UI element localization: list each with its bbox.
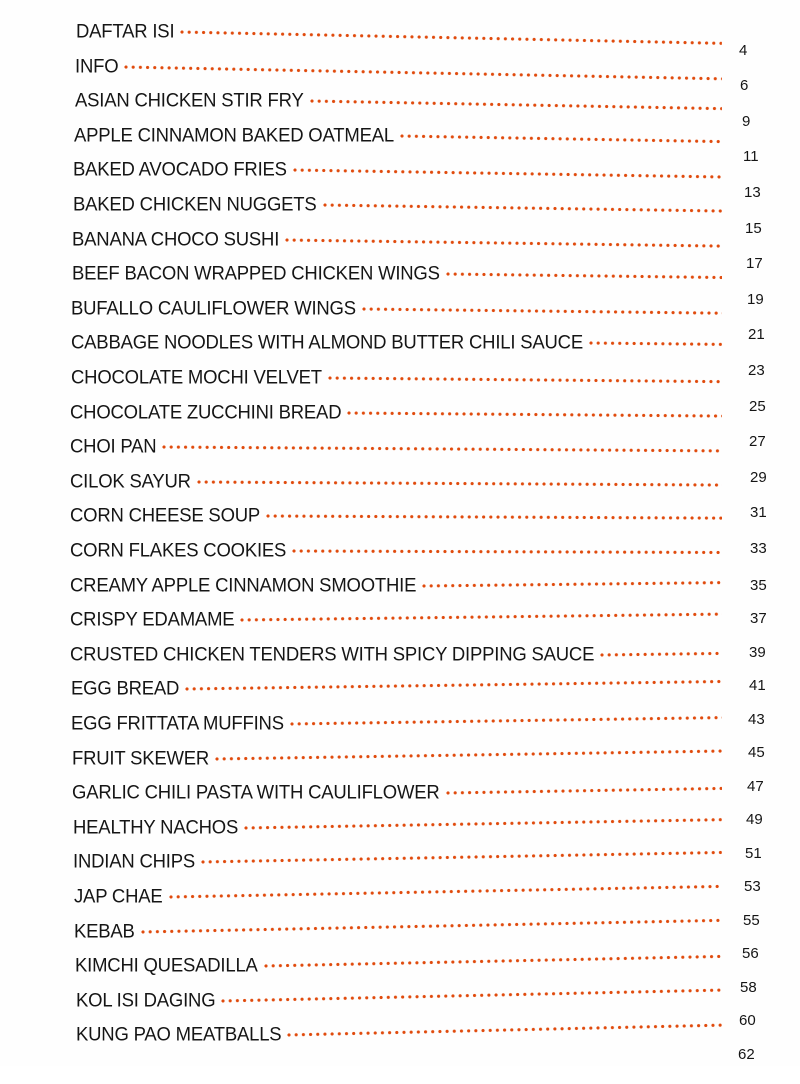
toc-entry-title: CRISPY EDAMAME <box>70 607 235 630</box>
toc-entry-title: KOL ISI DAGING <box>76 988 216 1011</box>
toc-page-number: 29 <box>750 468 767 486</box>
dot-leader <box>293 168 722 179</box>
toc-entry[interactable] <box>0 743 800 773</box>
dot-leader <box>180 30 722 45</box>
dot-leader <box>589 341 722 346</box>
toc-entry-title: KEBAB <box>74 919 135 942</box>
toc-page-number: 9 <box>742 112 751 130</box>
toc-page-number: 21 <box>748 326 765 344</box>
toc-entry[interactable] <box>0 397 800 427</box>
dot-leader <box>323 203 722 213</box>
toc-page-number: 39 <box>749 643 766 661</box>
toc-entry[interactable] <box>0 1046 800 1084</box>
dot-leader <box>201 851 722 865</box>
dot-leader <box>266 514 722 520</box>
toc-page-number: 56 <box>742 945 759 963</box>
dot-leader <box>141 918 722 934</box>
toc-page-number: 51 <box>745 844 762 862</box>
toc-page-number: 33 <box>750 540 767 557</box>
toc-entry-title: CORN CHEESE SOUP <box>70 503 261 526</box>
toc-page-number: 17 <box>746 255 763 273</box>
dot-leader <box>215 749 722 761</box>
dot-leader <box>347 411 722 418</box>
toc-entry[interactable] <box>0 327 800 357</box>
toc-entry[interactable] <box>0 911 800 946</box>
dot-leader <box>362 307 722 315</box>
toc-entry-title: INFO <box>75 54 119 77</box>
toc-entry[interactable] <box>0 945 800 980</box>
toc-page-number: 62 <box>738 1046 755 1063</box>
dot-leader <box>600 651 722 657</box>
dot-leader <box>422 580 722 587</box>
toc-entry[interactable] <box>0 219 800 254</box>
toc-page-number: 35 <box>750 576 767 594</box>
toc-entry[interactable] <box>0 570 800 600</box>
toc-page-number: 41 <box>749 677 766 695</box>
dot-leader <box>446 272 722 280</box>
toc-entry[interactable] <box>0 77 800 115</box>
toc-page-number: 31 <box>750 504 767 522</box>
dot-leader <box>169 884 722 899</box>
dot-leader <box>287 1024 722 1038</box>
toc-entry-title: CHOCOLATE ZUCCHINI BREAD <box>70 400 342 423</box>
toc-entry-title: CHOCOLATE MOCHI VELVET <box>71 365 322 388</box>
toc-page-number: 43 <box>748 710 765 728</box>
toc-entry-title: BEEF BACON WRAPPED CHICKEN WINGS <box>72 261 440 284</box>
toc-entry[interactable] <box>0 812 800 842</box>
toc-page-number: 55 <box>743 911 760 929</box>
toc-entry-title: ASIAN CHICKEN STIR FRY <box>75 88 304 111</box>
toc-entry-title: BAKED AVOCADO FRIES <box>73 157 287 180</box>
toc-entry[interactable] <box>0 41 800 81</box>
toc-entry[interactable] <box>0 673 800 703</box>
toc-entry-title: EGG FRITTATA MUFFINS <box>71 711 284 734</box>
toc-page-number: 37 <box>750 610 767 628</box>
dot-leader <box>446 787 722 796</box>
toc-entry-title: FRUIT SKEWER <box>72 746 210 769</box>
dot-leader <box>292 549 722 555</box>
toc-entry-title: INDIAN CHIPS <box>73 849 195 872</box>
dot-leader <box>197 480 722 487</box>
dot-leader <box>290 716 722 726</box>
dot-leader <box>285 238 722 248</box>
toc-entry[interactable] <box>0 535 800 565</box>
dot-leader <box>221 988 722 1003</box>
dot-leader <box>264 955 722 969</box>
toc-page-number: 47 <box>747 777 764 795</box>
toc-entry[interactable] <box>0 978 800 1015</box>
toc-entry[interactable] <box>0 878 800 911</box>
toc-page-number: 4 <box>739 41 748 59</box>
toc-entry-title: JAP CHAE <box>74 884 163 907</box>
toc-entry-title: CHOI PAN <box>70 434 157 457</box>
toc-page-number: 13 <box>744 184 761 201</box>
toc-entry[interactable] <box>0 639 800 669</box>
dot-leader <box>400 134 722 144</box>
dot-leader <box>244 817 722 829</box>
toc-entry-title: KUNG PAO MEATBALLS <box>76 1022 282 1045</box>
toc-entry-title: BUFALLO CAULIFLOWER WINGS <box>71 296 356 319</box>
toc-entry[interactable] <box>0 112 800 150</box>
toc-entry-title: CREAMY APPLE CINNAMON SMOOTHIE <box>70 573 417 596</box>
toc-entry-title: HEALTHY NACHOS <box>73 815 239 838</box>
toc-entry[interactable] <box>0 184 800 219</box>
toc-page-number: 49 <box>746 811 763 829</box>
toc-entry[interactable] <box>0 290 800 323</box>
toc-entry[interactable] <box>0 431 800 461</box>
toc-entry-title: APPLE CINNAMON BAKED OATMEAL <box>74 123 394 146</box>
toc-entry[interactable] <box>0 708 800 738</box>
toc-entry[interactable] <box>0 777 800 807</box>
toc-entry-title: KIMCHI QUESADILLA <box>75 953 258 976</box>
toc-entry-title: GARLIC CHILI PASTA WITH CAULIFLOWER <box>72 780 440 803</box>
toc-entry-title: CILOK SAYUR <box>70 469 191 492</box>
toc-entry[interactable] <box>0 362 800 392</box>
toc-page-number: 45 <box>748 744 765 762</box>
toc-page-number: 25 <box>749 397 766 415</box>
toc-entry-title: BANANA CHOCO SUSHI <box>72 227 280 250</box>
toc-page-number: 27 <box>749 433 766 451</box>
toc-page-number: 58 <box>740 978 757 996</box>
toc-entry[interactable] <box>0 148 800 184</box>
dot-leader <box>328 376 722 384</box>
toc-page-number: 19 <box>747 290 764 308</box>
toc-entry[interactable] <box>0 466 800 496</box>
toc-entry[interactable] <box>0 846 800 876</box>
toc-entry-title: DAFTAR ISI <box>76 19 175 42</box>
toc-entry-title: CORN FLAKES COOKIES <box>70 538 287 561</box>
toc-page-number: 53 <box>744 878 761 896</box>
toc-entry[interactable] <box>0 1012 800 1049</box>
toc-entry-title: BAKED CHICKEN NUGGETS <box>73 192 317 215</box>
toc-page-number: 23 <box>748 362 765 379</box>
toc-entry[interactable] <box>0 16 800 46</box>
dot-leader <box>162 445 722 453</box>
toc-entry[interactable] <box>0 604 800 634</box>
toc-page-number: 6 <box>740 77 749 95</box>
toc-entry-title: EGG BREAD <box>71 676 180 699</box>
toc-page-number: 11 <box>743 148 759 166</box>
dot-leader <box>185 680 722 691</box>
dot-leader <box>310 99 722 111</box>
toc-page-number: 15 <box>745 219 762 237</box>
toc-entry[interactable] <box>0 500 800 530</box>
dot-leader <box>124 65 722 81</box>
toc-entry[interactable] <box>0 255 800 288</box>
toc-entry-title: CABBAGE NOODLES WITH ALMOND BUTTER CHILI SAUCE <box>71 330 583 353</box>
dot-leader <box>240 612 722 622</box>
toc-page-number: 60 <box>739 1012 756 1030</box>
toc-entry-title: CRUSTED CHICKEN TENDERS WITH SPICY DIPPING SAUCE <box>70 642 595 665</box>
